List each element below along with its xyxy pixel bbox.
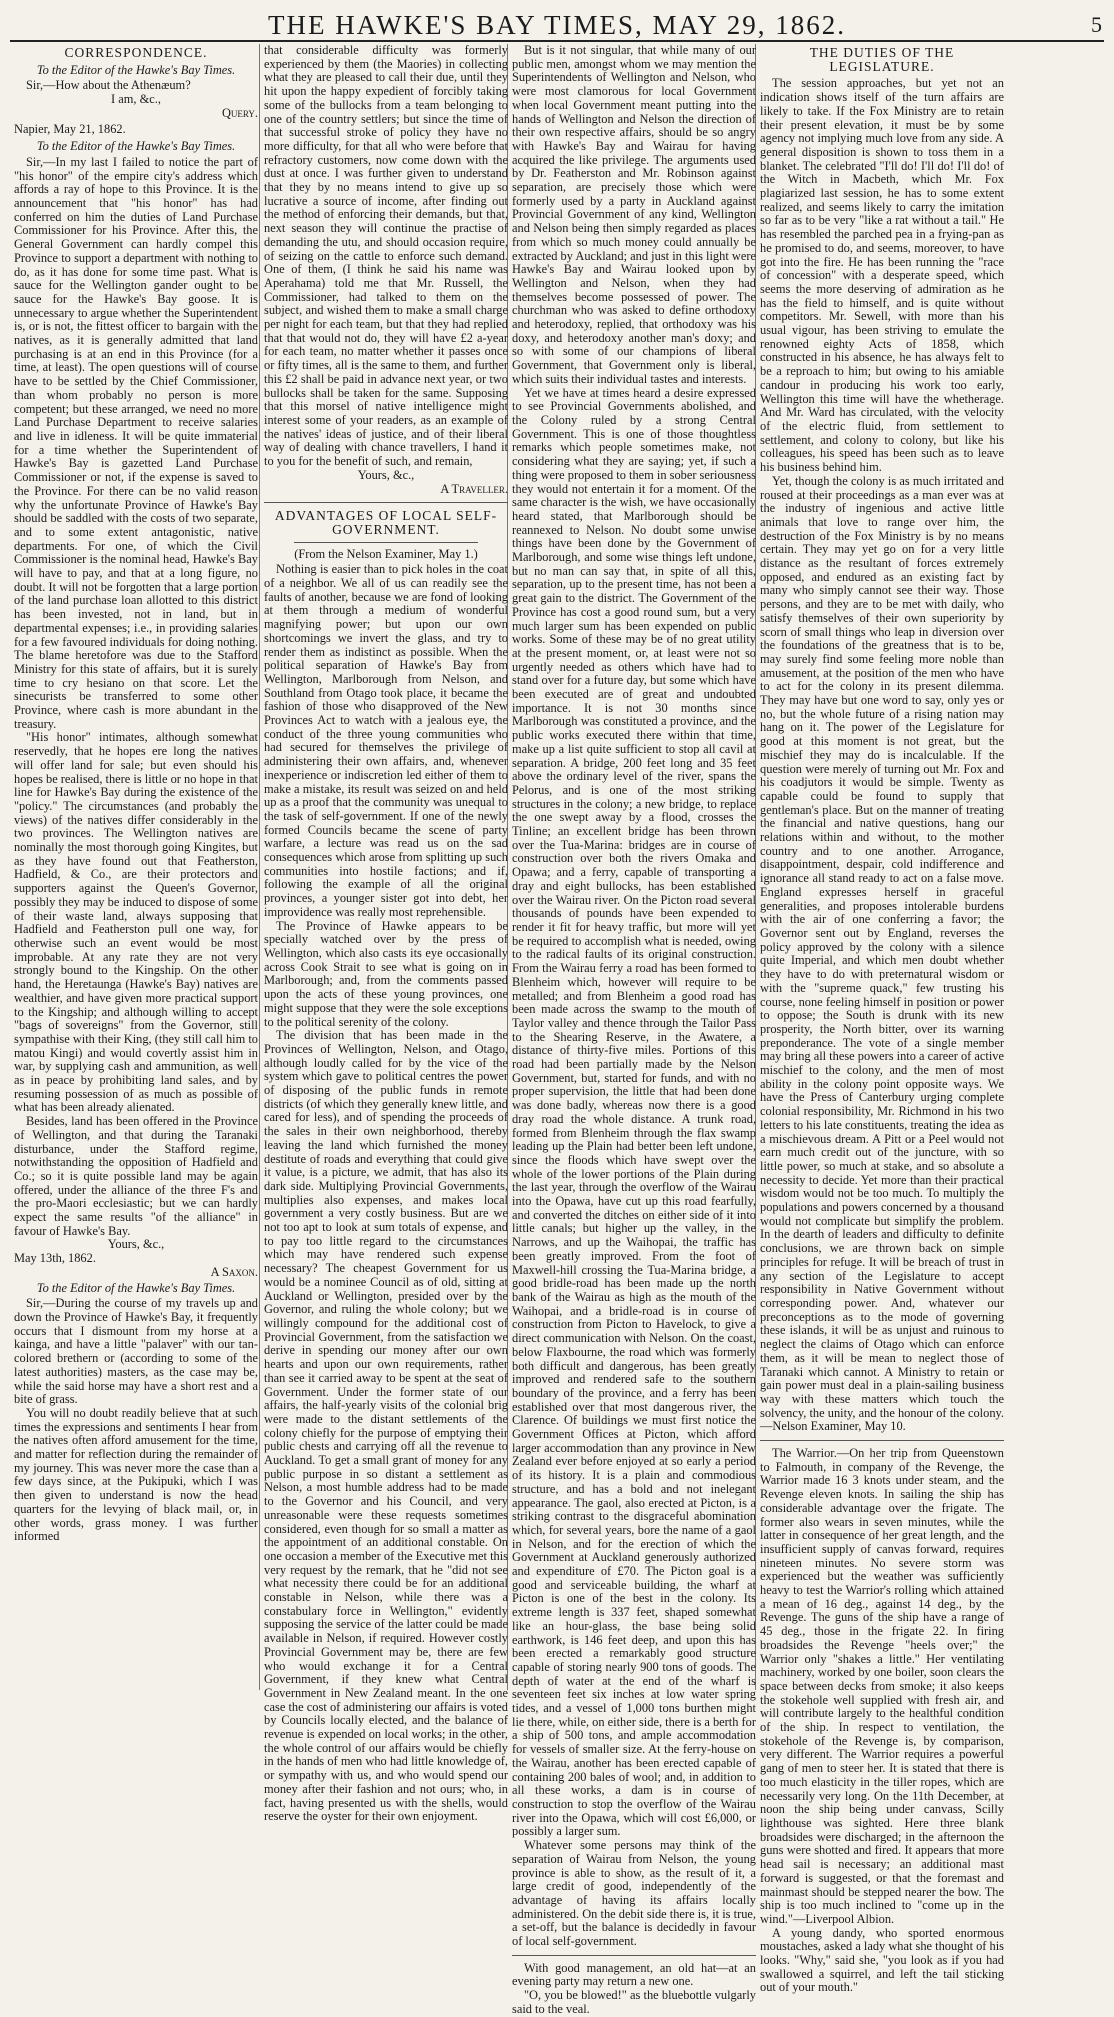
letter-body: Sir,—How about the Athenæum? [26, 78, 191, 93]
newspaper-title: THE HAWKE'S BAY TIMES, MAY 29, 1862. [268, 10, 846, 40]
article-divider [264, 502, 508, 503]
masthead [10, 6, 1104, 42]
filler-paragraph: "O, you be blowed!" as the bluebottle vulgarly said to the veal. [512, 1988, 756, 2016]
news-paragraph: A young dandy, who sported enormous moustaches, asked a lady what she thought of his looks. "Why," said she, "you look as if you had swallowed a squirrel, and left the tail sticking out of your mouth." [760, 1925, 1004, 1995]
column-2 [264, 43, 508, 1824]
article-divider [760, 1440, 1004, 1441]
section-heading: CORRESPONDENCE. [64, 45, 208, 60]
letter-continuation: that considerable difficulty was formerly experienced by them (the Maories) in collecting what they are pleased to call their due, until they hit upon the happy expedient of forcibly taking some of the bullocks from a team belonging to one of the country settlers; but since the time of that successful stroke of policy they have no more difficulty, for that all who were before that refractory customers, now come down with the dust at once. I was further given to understand that they by no means intend to give up so lucrative a source of income, after finding out the method of enforcing their demands, but that, next season they will continue the practise of demanding the utu, and should occasion require, of seizing on the cattle to enforce such demand. One of them, (I think he said his name was Aperahama) told me that Mr. Russell, the Commissioner, had talked to them on the subject, and wished them to make a small charge per night for each team, but that they had replied that that would not do, they will have £2 a-year for each team, no matter whether it passes once or fifty times, all is the same to them, and further this £2 shall be paid in advance next year, or two bullocks shall be taken for the same. Supposing that this morsel of native intelligence might interest some of your readers, as an example of the natives' ideas of justice, and of their liberal way of dealing with chance travellers, I hand it to you for the benefit of such, and remain, [264, 43, 508, 469]
letter-signature: A Saxon. [210, 1264, 258, 1279]
letter-address: To the Editor of the Hawke's Bay Times. [36, 62, 236, 77]
article-paragraph: The division that has been made in the Provinces of Wellington, Nelson, and Otago, although loudly called for by the vice of the system which gave to political centres the power of disposing of the public funds in remote districts (of which they generally knew little, and cared for less), and of spending the proceeds of the sales in their own neighborhood, thereby leaving the land which furnished the money destitute of roads and everything that could give it value, is a picture, we admit, that has also its dark side. Multiplying Provincial Governments, multiplies also expenses, and makes local government a very costly business. But are we not too apt to look at sum totals of expense, and to pay too little regard to the circumstances which may have rendered such expense necessary? The cheapest Government for us would be a nominee Council as of old, sitting at Auckland or Wellington, presided over by the Governor, and ruling the whole colony; but we willingly compound for the additional cost of Provincial Government, from the satisfaction we derive in spending our money after our own hearts and upon our own requirements, rather than see it carried away to be spent at the seat of Government. Under the former state of our affairs, the half-yearly visits of the colonial brig were made to the distant settlements of the colony chiefly for the purpose of emptying their public chests and carrying off all the revenue to Auckland. To get a small grant of money for any public purpose in so distant a settlement as Nelson, a most humble address had to be made to the Governor and his Council, and very unreasonable were these requests sometimes considered, even though for so small a matter as the appointment of an additional constable. On one occasion a member of the Executive met this very request by the remark, that he "did not see what necessity there could be for an additional constable in Nelson, while there was a constabulary force in Wellington," evidently supposing the service of the latter could be made available in Nelson, if required. However costly Provincial Government may be, there are few who would exchange it for a Central Government, if they knew what Central Government in New Zealand meant. In the one case the cost of administering our affairs is voted by Councils locally elected, and the balance of revenue is expended on local works; in the other, the whole control of our affairs would be chiefly in the hands of men who had little knowledge of, or sympathy with us, and who would spend our money after their fashion and not ours; who, in fact, having presented us with the shells, would reserve the oyster for their own enjoyment. [264, 1028, 508, 1824]
letter-address: To the Editor of the Hawke's Bay Times. [36, 139, 236, 154]
article-heading: ADVANTAGES OF LOCAL SELF-GOVERNMENT. [274, 508, 498, 537]
article-paragraph: But is it not singular, that while many of our public men, amongst whom we may mention the Superintendents of Wellington and Nelson, who were most clamorous for local Government when local Government meant putting into the hands of Wellington and Nelson the direction of their own respective affairs, should be so angry with Hawke's Bay and Wairau for having acquired the like privilege. The arguments used by Dr. Featherston and Mr. Robinson against separation, are precisely those which were formerly used by a party in Auckland against Provincial Government of any kind, Wellington and Nelson being then simply regarded as places from which so much money could annually be extracted by Auckland; and just in this light were Hawke's Bay and Wairau looked upon by Wellington and Nelson, when they had themselves become possessed of power. The churchman who was asked to define orthodoxy and heterodoxy, replied, that orthodoxy was his doxy, and heterodoxy another man's doxy; and so with some of our champions of liberal Government, that Government only is liberal, which suits their individual tastes and interests. [512, 43, 756, 386]
article-divider [512, 1955, 756, 1956]
article-paragraph: Nothing is easier than to pick holes in the coat of a neighbor. We all of us can readily see the faults of another, because we are fond of looking at them through a medium of wonderful magnifying power; but upon our own shortcomings we invert the glass, and try to render them as indistinct as possible. When the political separation of Hawke's Bay from Wellington, Marlborough from Nelson, and Southland from Otago took place, it became the fashion of those who disapproved of the New Provinces Act to watch with a jealous eye, the conduct of the three young communities who had secured for themselves the privilege of administering their own affairs, and, whenever inexperience or indiscretion led either of them to make a mistake, its result was seized on and held up as a proof that the community was unequal to the task of self-government. If one of the newly formed Councils became the scene of party warfare, a lecture was read us on the sad consequences which arose from splitting up such communities into hostile factions; and if, following the example of all the original provinces, a younger sister got into debt, her improvidence was really most reprehensible. [264, 562, 508, 919]
column-1 [14, 44, 258, 1690]
article-paragraph: The session approaches, but yet not an indication shows itself of the turn affairs are likely to take. If the Fox Ministry are to retain their present elevation, it must be by some agency not implying much love from any side. A general disposition is shown to toss them in a blanket. The celebrated "I'll do! I'll do! I'll do! of the Witch in Macbeth, which Mr. Fox plagiarized last session, he has to some extent realized, and seems likely to carry the imitation so far as to be very "like a rat without a tail." He has resembled the parched pea in a frying-pan as he promised to do, and seems, moreover, to have got into the fire. He has been running the "race of concession" with a desperate speed, which seems the more deserving of admiration as he has the field to himself, and is quite without competitors. Mr. Sewell, with more than his usual vigour, has been striving to emulate the renowned eighty Acts of 1858, which constructed in his absence, he has always felt to be a reproach to him; but owing to his amiable candour in producing his work too early, Wellington this time will have the whetherage. And Mr. Ward has circulated, with the velocity of the electric fluid, from settlement to settlement, and colony to colony, but like his colleagues, his speed has been such as to leave his business behind him. [760, 76, 1004, 475]
article-heading: THE DUTIES OF THE LEGISLATURE. [809, 45, 955, 74]
letter-paragraph: Sir,—During the course of my travels up and down the Province of Hawke's Bay, it frequently occurs that I dismount from my horse at a kainga, and have a little "palaver" with our tan-colored brethern or (according to some of the latest authorities) masters, as the case may be, while the said horse may have a short rest and a bite of grass. [14, 1296, 258, 1407]
letter-address: To the Editor of the Hawke's Bay Times. [36, 1280, 236, 1295]
article-paragraph: Yet, though the colony is as much irritated and roused at their proceedings as a man ever was at the industry of ingenious and active little animals that love to range over him, the destruction of the Fox Ministry is by no means certain. They may yet go on for a very little distance as the resultant of forces extremely opposed, and endured as an existing fact by many who simply cannot see their way. Those persons, and they are to be met with daily, who satisfy themselves of their own superiority by scorn of small things who leap in diversion over the foundations of the greatness that is to be, may surely find some feeling more noble than amusement, at the position of the men who have to act for the colony in its present dilemma. They may have but one word to say, only yes or no, but the whole future of a rising nation may hang on it. The power of the Legislature for good at this moment is not great, but the mischief they may do is incalculable. If the question were merely of turning out Mr. Fox and his coadjutors it would be simple. Twenty as capable could be found to supply that gentleman's place. But on the manner of treating the financial and native questions, hang our relations within and without, to the mother country and to one another. Arrogance, disappointment, despair, cold indifference and ignorance all stand ready to act on a false move. England expresses herself in graceful generalities, and proposes intolerable burdens with the air of one conferring a favor; the Governor sent out by England, reverses the policy approved by the colony with a silence quite Imperial, and which men doubt whether they have to do with preternatural wisdom or with the "supreme quack," few trusting his course, none feeling himself in position or power to oppose; the South is drunk with its new prosperity, the North bitter, over its warning preponderance. The vote of a single member may bring all these powers into a career of active mischief to the colony, and the men of most ability in the colony point opposite ways. We have the Press of Canterbury urging complete colonial responsibility, Mr. Richmond in his two letters to his late constituents, treating the idea as a mischievous dream. A Pitt or a Peel would not earn much credit out of the juncture, with so little power, so much at stake, and so absolute a necessity to decide. Yet more than their practical wisdom would not be too much. To multiply the populations and powers concerned by a thousand would not complicate but simplify the problem. In the dearth of leaders and difficulty to definite conclusions, we are thrown back on simple principles for refuge. It will be breach of trust in any section of the Legislature to accept responsibility in Native Government without corresponding power. And, whatever our preconceptions as to the mode of governing these islands, it will be as unjust and ruinous to neglect the claims of Otago which can enforce them, as it will be mean to neglect those of Taranaki which cannot. A Ministry to retain or gain power must deal in a plain-sailing business way with these matters which touch the solvency, the unity, and the honour of the colony.—Nelson Examiner, May 10. [760, 473, 1004, 1434]
letter-closing: Yours, &c., [357, 467, 415, 482]
letter-signature: A Traveller. [440, 481, 508, 496]
letter-date: May 13th, 1862. [14, 1251, 96, 1266]
letter-closing: I am, &c., [111, 92, 161, 107]
letter-paragraph: Besides, land has been offered in the Province of Wellington, and that during the Taranaki disturbance, under the Stafford regime, notwithstanding the opposition of Hadfield and Co.; so it is quite possible land may be again offered, under the alliance of the three F's and the pro-Maori ecclesiastic; but we can hardly expect the same results "of the alliance" in favour of Hawke's Bay. [14, 1114, 258, 1238]
article-paragraph: Whatever some persons may think of the separation of Wairau from Nelson, the young province is able to show, as the result of it, a large credit of good, independently of the advantage of having its affairs locally administered. On the debit side there is, it is true, a set-off, but the balance is decidedly in favour of local self-government. [512, 1838, 756, 1949]
column-3 [512, 43, 756, 2016]
letter-paragraph: Sir,—In my last I failed to notice the part of "his honor" of the empire city's address which affords a ray of hope to this Province. It is the announcement that "his honor" has had conferred on him the duties of Land Purchase Commissioner for his Province. After this, the General Government can hardly compel this Province to support a department with nothing to do, as it has done for some time past. What is sauce for the Wellington gander ought to be sauce for the Hawke's Bay goose. It is unnecessary to argue whether the Superintendent is, or is not, the fittest officer to bargain with the natives, as it is generally admitted that land purchasing is at an end in this Province (for a time, at least). The open questions will of course have to be settled by the Chief Commissioner, than whom probably no person is more competent; but these arranged, we need no more Land Purchase Department to receive salaries and live in idleness. It will be quite immaterial for a time whether the Superintendent of Hawke's Bay is gazetted Land Purchase Commissioner or not, if the expense is saved to the Province. For there can be no valid reason why the unfortunate Province of Hawke's Bay should be saddled with the costs of two separate, and to some extent antagonistic, native departments. For one, of which the Civil Commissioner is the nominal head, Hawke's Bay will have to pay, and that at a long figure, no doubt. It will not be forgotten that a large portion of the land purchase loan allotted to this district has been invested, not in land, but in departmental expenses; i.e., in providing salaries for a few favoured individuals for doing nothing. The blame heretofore was due to the Stafford Ministry for this state of affairs, but it is surely time to cry hesiano on that score. Let the sinecurists be transferred to some other Province, where cash is more abundant in the treasury. [14, 154, 258, 731]
letter-paragraph: You will no doubt readily believe that at such times the expressions and sentiments I hear from the natives often afford amusement for the time, and matter for reflection during the remainder of my journey. This was never more the case than a few days since, at the Pukipuki, which I was then given to understand is now the head quarters for the levying of black mail, or, in other words, grass money. I was further informed [14, 1405, 258, 1544]
column-4 [760, 44, 1004, 1995]
filler-paragraph: With good management, an old hat—at an evening party may return a new one. [512, 1960, 756, 1989]
column-rule [259, 44, 260, 1690]
letter-paragraph: "His honor" intimates, although somewhat reservedly, that he hopes ere long the natives will offer land for sale; but even should his hopes be realised, there is little or no hope in that line for Hawke's Bay during the existence of the "policy." The circumstances (and probably the views) of the natives differ considerably in the two provinces. The Wellington natives are nominally the most thorough going Kingites, but as they have found out that Featherston, Hadfield, & Co., are their protectors and supporters against the Queen's Governor, possibly they may be induced to dispose of some of their waste land, always supposing that Hadfield and Featherston pull one way, for otherwise such an event would be most improbable. At any rate they are not very strongly bound to the Kingship. On the other hand, the Heretaunga (Hawke's Bay) natives are wealthier, and have given more practical support to the Kingship; and although willing to accept "bags of sovereigns" from the Governor, still sympathise with their King, (they still call him to matou Kingi) and would covertly assist him in war, by supplying cash and ammunition, as well as in peace by prohibiting land sales, and by resuming possession of as much as possible of what has been already alienated. [14, 730, 258, 1115]
article-paragraph: Yet we have at times heard a desire expressed to see Provincial Governments abolished, and the Colony ruled by a strong Central Government. This is one of those thoughtless remarks which people sometimes make, not considering what they are saying; yet, if such a thing were proposed to them in sober seriousness they would not entertain it for a moment. Of the same character is the wish, we have occasionally heard stated, that Marlborough should be reannexed to Nelson. No doubt some unwise things have been done by the Government of Marlborough, and some wise things left undone, but no man can say that, in spite of all this, separation, up to the present time, has not been a great gain to the district. The Government of the Province has cost a good round sum, but a very much larger sum has been expended on public works. Some of these may be of no great utility at the present moment, or, at least were not so urgently needed as others which have had to stand over for a future day, but some which have been executed are of great and undoubted importance. It is not 30 months since Marlborough was constituted a province, and the public works executed there within that time, make up a list quite sufficient to stop all cavil at separation. A bridge, 200 feet long and 35 feet above the ordinary level of the river, spans the Pelorus, and is one of the most striking structures in the colony; a new bridge, to replace the one swept away by a flood, crosses the Tinline; an excellent bridge has been thrown over the Tua-Marina: bridges are in course of construction over both the rivers Omaka and Opawa; and a ferry, capable of transporting a dray and eight bullocks, has been established over the Wairau river. On the Picton road several thousands of pounds have been expended to render it fit for heavy traffic, but more will yet be required to accomplish what is needed, owing to the radical faults of its original construction. From the Wairau ferry a road has been formed to Blenheim which, however will require to be metalled; and from Blenheim a good road has been made across the swamp to the mouth of Taylor valley and thence through the Tailor Pass to the Shearing Reserve, in the Awatere, a distance of thirty-five miles. Portions of this road had been partially made by the Nelson Government, but, started for funds, and with no proper supervision, the little that had been done was done badly, whereas now there is a good dray road the whole distance. A trunk road, formed from Blenheim through the flax swamp leading up the Plain had better been left undone, since the floods which have swept over the whole of the lower portions of the Plain during the last year, through the overflow of the Wairau into the Opawa, have cut up this road fearfully, and converted the ditches on either side of it into little canals; but higher up the valley, in the Narrows, and up the Waihopai, the traffic has been greatly improved. From the foot of Maxwell-hill crossing the Tua-Marina bridge, a good bridle-road has been made up the north bank of the Wairau as high as the mouth of the Waihopai, and a bridle-road is in course of construction from Picton to Havelock, to give a direct communication with Nelson. On the coast, below Flaxbourne, the road which was formerly both difficult and dangerous, has been greatly improved and rendered safe to the southern boundary of the province, and a ferry has been established over that most dangerous river, the Clarence. Of buildings we must first notice the Government Offices at Picton, which afford larger accommodation than any province in New Zealand ever before enjoyed at so early a period of its history. It is a plain and commodious structure, and has a bold and not inelegant appearance. The gaol, also erected at Picton, is a striking contrast to the disgraceful abomination which, for several years, bore the name of a gaol in Nelson, and for the erection of which the Government at Auckland generously authorized and expenditure of £70. The Picton goal is a good and serviceable building, the wharf at Picton is one of the best in the colony. Its extreme length is 337 feet, shaped somewhat like an hour-glass, the base being solid earthwork, is 146 feet deep, and upon this has been erected a remarkably good structure capable of storing nearly 900 tons of goods. The depth of water at the end of the wharf is seventeen feet six inches at low water spring tides, and a vessel of 1,000 tons burthen might lie there, while, on either side, there is a berth for a ship of 500 tons, and ample accommodation for vessels of smaller size. At the ferry-house on the Wairau, another has been erected capable of containing 200 bales of wool; and, in addition to all these works, a dam is in course of construction to stop the overflow of the Wairau river into the Opawa, which will cost £6,000, or possibly a larger sum. [512, 385, 756, 1839]
article-paragraph: The Province of Hawke appears to be specially watched over by the press of Wellington, which also casts its eye occasionally across Cook Strait to see what is going on in Marlborough; and, from the comments passed upon the acts of these young provinces, one might suppose that they were the sole exceptions to the political serenity of the colony. [264, 918, 508, 1029]
news-paragraph: The Warrior.—On her trip from Queenstown to Falmouth, in company of the Revenge, the Warrior made 16 3 knots under steam, and the Revenge eleven knots. In sailing the ship has considerable advantage over the frigate. The former also wears in seven minutes, while the latter in consequence of her great length, and the insufficient supply of canvas forward, requires nineteen minutes. No severe storm was experienced but the weather was sufficiently heavy to test the Warrior's rolling which attained a mean of 16 deg., against 14 deg., by the Revenge. The guns of the ship have a range of 45 deg., those in the frigate 22. In firing broadsides the Revenge "heels over;" the Warrior only "shakes a little." Her ventilating machinery, worked by one boiler, soon clears the space between decks from smoke; it also keeps the stokehole well supplied with fresh air, and will contribute largely to the healthful condition of the ship. In respect to ventilation, the stokehole of the Revenge is, by comparison, very different. The Warrior requires a powerful gang of men to steer her. It is stated that there is too much elasticity in the tiller ropes, which are necessarily very long. On the 11th December, at noon the ship being under canvass, Scilly lighthouse was sighted. Here three blank broadsides were discharged; in the afternoon the guns were shotted and fired. It appears that more head sail is necessary; an additional mast forward is suggested, or that the foremast and mainmast should be stepped nearer the bow. The ship is too much inclined to "come up in the wind."—Liverpool Albion. [760, 1446, 1004, 1926]
short-rule [294, 542, 478, 543]
letter-date: Napier, May 21, 1862. [14, 121, 126, 136]
article-source: (From the Nelson Examiner, May 1.) [294, 546, 478, 561]
page-number: 5 [1091, 12, 1102, 37]
letter-signature: Query. [221, 105, 258, 120]
letter-closing: Yours, &c., [107, 1237, 165, 1252]
